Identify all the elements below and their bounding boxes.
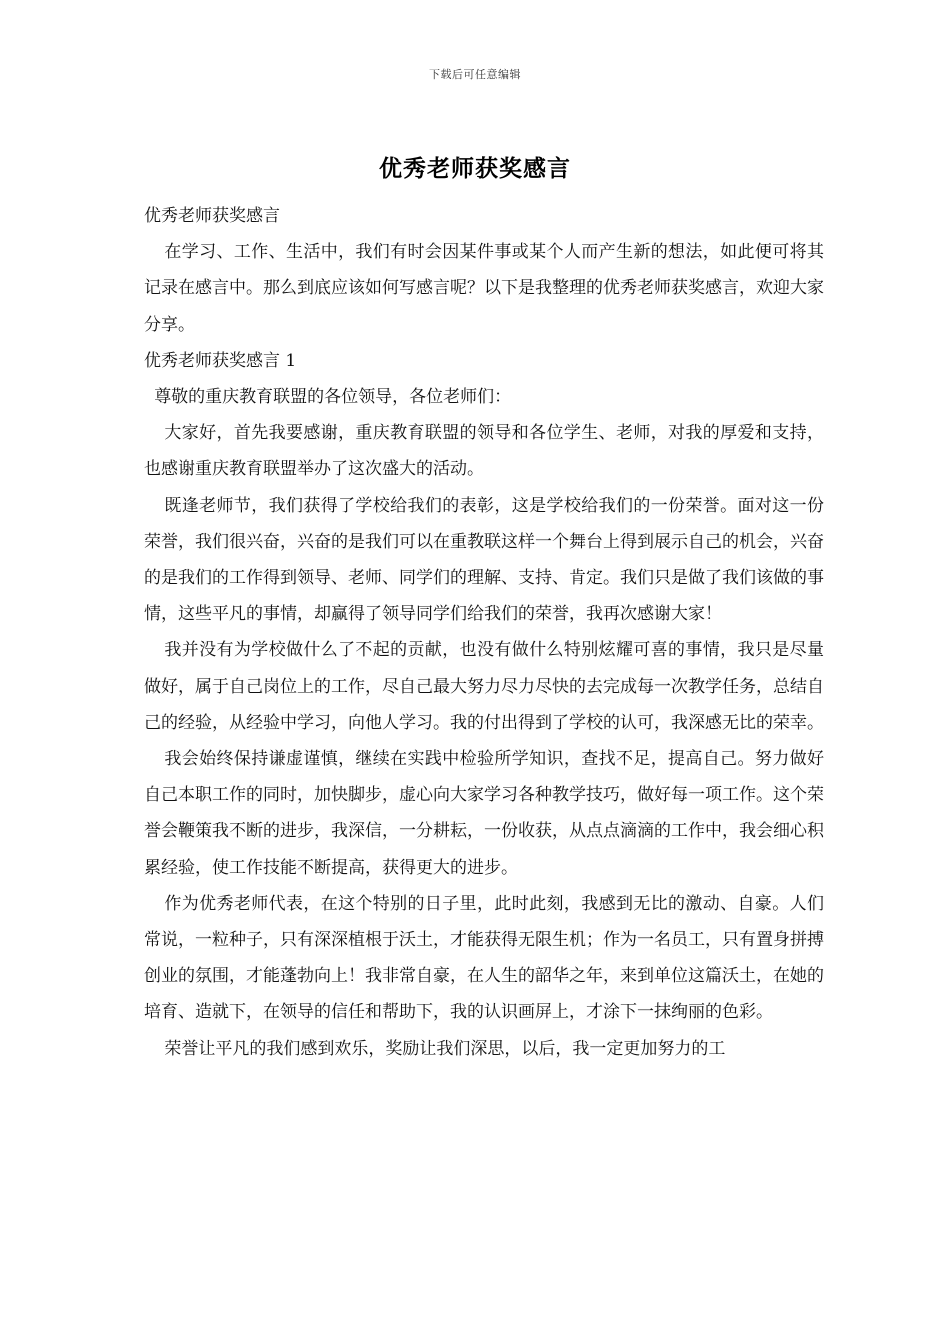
section-heading: 优秀老师获奖感言 1 — [144, 350, 297, 371]
document-subtitle: 优秀老师获奖感言 — [144, 206, 280, 226]
salutation: 尊敬的重庆教育联盟的各位领导，各位老师们： — [154, 387, 512, 408]
document-title: 优秀老师获奖感言 — [379, 155, 571, 182]
body-paragraph-1: 大家好，首先我要感谢，重庆教育联盟的领导和各位学生、老师，对我的厚爱和支持，也感谢重庆教育联盟举办了这次盛大的活动。 — [144, 423, 824, 480]
body-paragraph-6: 荣誉让平凡的我们感到欢乐，奖励让我们深思，以后，我一定更加努力的工 — [164, 1038, 726, 1059]
intro-paragraph: 在学习、工作、生活中，我们有时会因某件事或某个人而产生新的想法，如此便可将其记录在感言中。那么到底应该如何写感言呢？以下是我整理的优秀老师获奖感言，欢迎大家分享。 — [144, 242, 824, 335]
body-paragraph-4: 我会始终保持谦虚谨慎，继续在实践中检验所学知识，查找不足，提高自己。努力做好自己本职工作的同时，加快脚步，虚心向大家学习各种教学技巧，做好每一项工作。这个荣誉会鞭策我不断的进步，我深信，一分耕耘，一份收获，从点点滴滴的工作中，我会细心积累经验，使工作技能不断提高，获得更大的进步。 — [144, 749, 824, 878]
body-paragraph-3: 我并没有为学校做什么了不起的贡献，也没有做什么特别炫耀可喜的事情，我只是尽量做好，属于自己岗位上的工作，尽自己最大努力尽力尽快的去完成每一次教学任务，总结自己的经验，从经验中学习，向他人学习。我的付出得到了学校的认可，我深感无比的荣幸。 — [144, 640, 824, 733]
body-paragraph-2: 既逢老师节，我们获得了学校给我们的表彰，这是学校给我们的一份荣誉。面对这一份荣誉，我们很兴奋，兴奋的是我们可以在重教联这样一个舞台上得到展示自己的机会，兴奋的是我们的工作得到领导、老师、同学们的理解、支持、肯定。我们只是做了我们该做的事情，这些平凡的事情，却赢得了领导同学们给我们的荣誉，我再次感谢大家！ — [144, 495, 824, 625]
body-paragraph-5: 作为优秀老师代表，在这个特别的日子里，此时此刻，我感到无比的激动、自豪。人们常说，一粒种子，只有深深植根于沃土，才能获得无限生机；作为一名员工，只有置身拼搏创业的氛围，才能蓬勃向上！我非常自豪，在人生的韶华之年，来到单位这篇沃土，在她的培育、造就下，在领导的信任和帮助下，我的认识画屏上，才涂下一抹绚丽的色彩。 — [144, 893, 824, 1023]
document-body — [144, 198, 824, 1067]
page-header-note: 下载后可任意编辑 — [429, 68, 521, 81]
